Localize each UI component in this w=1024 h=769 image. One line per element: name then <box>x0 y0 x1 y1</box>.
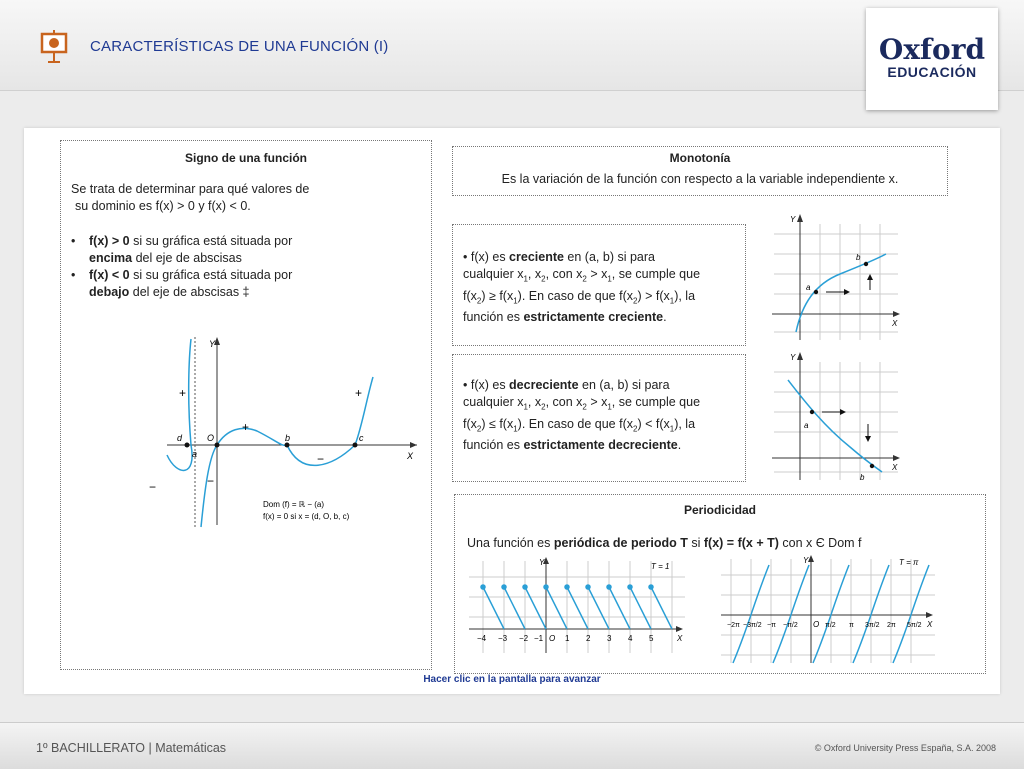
periodicidad-title: Periodicidad <box>683 503 757 517</box>
tick-label: 1 <box>565 634 570 643</box>
graph-label: O <box>207 433 215 443</box>
decreciente-graph <box>770 352 902 484</box>
slide-canvas[interactable] <box>24 128 1000 694</box>
graph-label: X <box>407 451 414 461</box>
tick-label: π/2 <box>825 622 836 629</box>
presentation-board-icon <box>40 30 68 64</box>
tick-label: 5 <box>649 634 654 643</box>
tick-label: 3π/2 <box>865 622 880 629</box>
copyright: © Oxford University Press España, S.A. 2008 <box>814 743 996 753</box>
tick-label: −2 <box>519 634 529 643</box>
period-label: T = π <box>899 558 919 567</box>
tick-label: 2 <box>586 634 591 643</box>
graph-label: Y <box>790 353 796 362</box>
creciente-text: • f(x) es creciente en (a, b) si para cualquier $x_1$, $x_2$, con $x_2 > x_1$, se cumple que $f(x_2) \ge f(x_1)$. En caso de que $f(x_2) > f(x_1)$, la función es estrictamente creciente. <box>463 250 701 324</box>
graph-label: c <box>359 433 364 443</box>
graph-label: X <box>892 319 898 328</box>
graph-label: b <box>285 433 291 443</box>
graph-label: X <box>677 634 683 643</box>
tick-label: −3π/2 <box>743 622 762 629</box>
decreciente-box <box>452 354 746 482</box>
sign-label: − <box>317 452 325 466</box>
sign-label: + <box>242 420 250 434</box>
periodic-graph-tangent <box>721 555 943 667</box>
graph-label: b <box>860 473 865 482</box>
signo-title: Signo de una función <box>185 151 307 165</box>
tick-label: 5π/2 <box>907 622 922 629</box>
dom-label: Dom (f) = ℝ − (a) <box>263 500 325 509</box>
advance-hint: Hacer clic en la pantalla para avanzar <box>423 674 601 685</box>
tick-label: −π <box>767 622 776 629</box>
tick-label: −2π <box>727 622 740 629</box>
footer-bar <box>0 722 1024 769</box>
signo-intro: Se trata de determinar para qué valores de su dominio es f(x) > 0 y f(x) < 0. <box>71 182 310 213</box>
zeros-label: f(x) = 0 si x = (d, O, b, c) <box>263 512 350 521</box>
sign-label: − <box>207 474 215 488</box>
monotonia-title: Monotonía <box>669 151 731 165</box>
graph-label: Y <box>803 556 809 565</box>
periodicidad-box <box>454 494 986 674</box>
oxford-logo: Oxford EDUCACIÓN <box>866 8 998 110</box>
graph-label: Y <box>539 558 545 567</box>
creciente-graph <box>770 214 902 344</box>
graph-label: a <box>192 449 198 459</box>
graph-label: X <box>927 620 933 629</box>
sign-label: + <box>355 386 363 400</box>
sign-label: − <box>149 480 157 494</box>
creciente-box <box>452 224 746 346</box>
tick-label: −3 <box>498 634 508 643</box>
graph-label: Y <box>790 215 796 224</box>
graph-label: O <box>549 634 556 643</box>
course-label: 1º BACHILLERATO | Matemáticas <box>36 741 227 755</box>
sign-label: + <box>179 386 187 400</box>
graph-label: a <box>804 421 809 430</box>
graph-label: a <box>806 283 811 292</box>
tick-label: π <box>849 622 854 629</box>
graph-label: d <box>177 433 183 443</box>
signo-graph <box>149 337 417 537</box>
periodicidad-text: Una función es periódica de periodo T si f(x) = f(x + T) con x Є Dom f <box>467 536 862 550</box>
tick-label: 2π <box>887 622 896 629</box>
monotonia-box <box>452 146 948 196</box>
tick-label: 3 <box>607 634 612 643</box>
graph-label: X <box>892 463 898 472</box>
signo-list <box>61 233 431 301</box>
signo-box <box>60 140 432 670</box>
period-label: T = 1 <box>651 562 670 571</box>
graph-label: O <box>813 620 820 629</box>
tick-label: −π/2 <box>783 622 798 629</box>
graph-label: Y <box>209 339 216 349</box>
periodic-graph-sawtooth <box>469 557 689 657</box>
tick-label: −4 <box>477 634 487 643</box>
decreciente-text: • f(x) es decreciente en (a, b) si para cualquier $x_1$, $x_2$, con $x_2 > x_1$, se cumple que $f(x_2) \le f(x_1)$. En caso de que $f(x_2) < f(x_1)$, la función es estrictamente decreciente. <box>463 378 701 452</box>
slide-title: CARACTERÍSTICAS DE UNA FUNCIÓN (I) <box>90 38 389 55</box>
tick-label: −1 <box>534 634 544 643</box>
list-item: • f(x) > 0 si su gráfica está situada por encima del eje de abscisas <box>61 233 431 267</box>
list-item: • f(x) < 0 si su gráfica está situada por debajo del eje de abscisas ‡ <box>61 267 431 301</box>
graph-label: b <box>856 253 861 262</box>
tick-label: 4 <box>628 634 633 643</box>
monotonia-text: Es la variación de la función con respecto a la variable independiente x. <box>501 172 899 186</box>
